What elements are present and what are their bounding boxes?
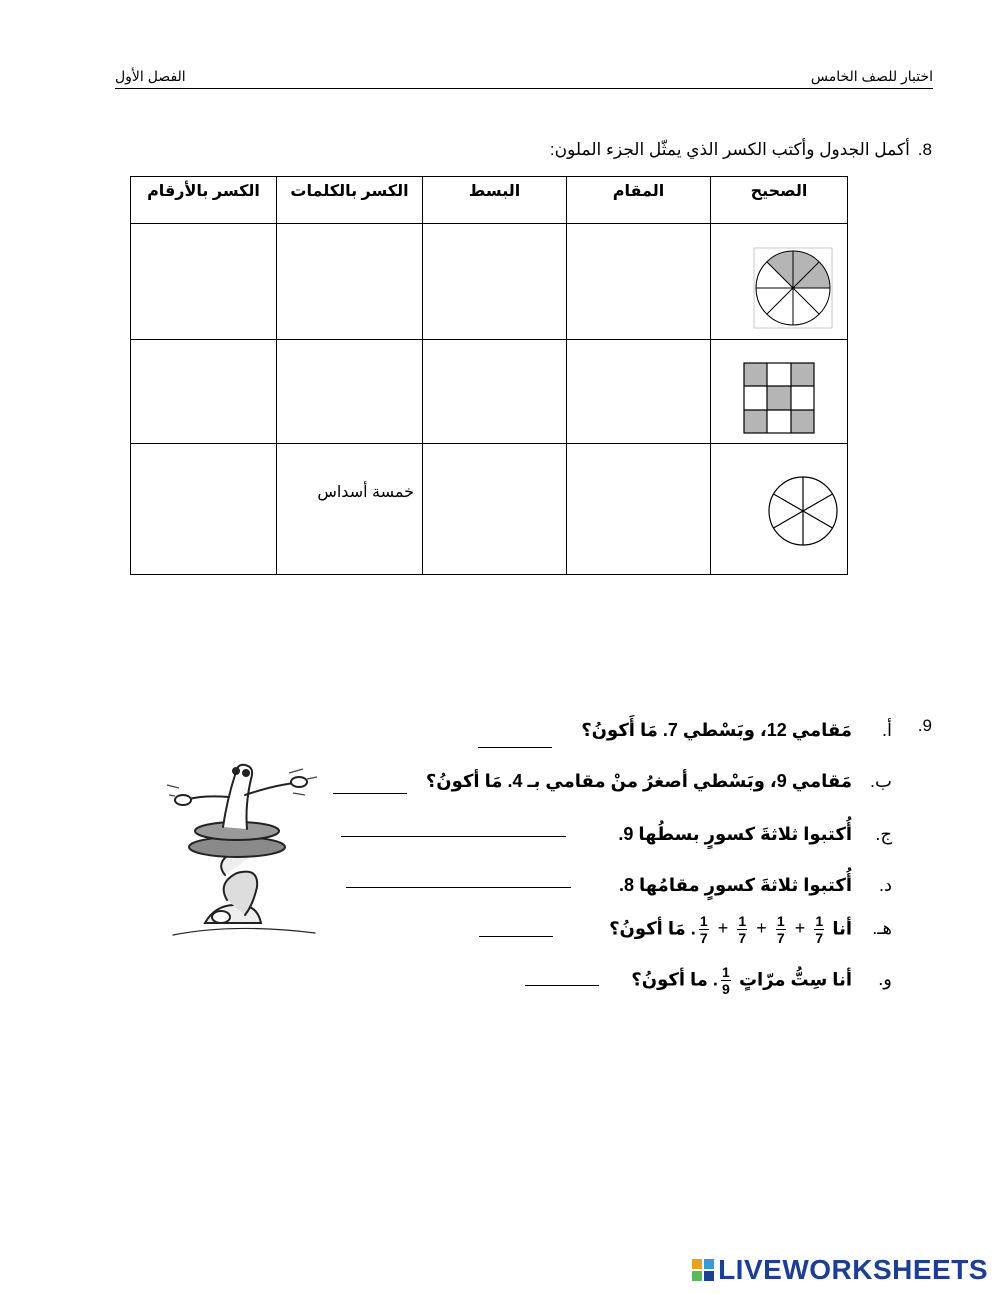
- denominator-input-cell[interactable]: [567, 444, 711, 575]
- denominator-input-cell[interactable]: [567, 224, 711, 340]
- numerator-input-cell[interactable]: [423, 444, 567, 575]
- digits-input-cell[interactable]: [131, 224, 277, 340]
- question-9-number: 9.: [917, 716, 932, 735]
- shape-cell: [711, 444, 848, 575]
- item-text: أُكتبوا ثلاثةَ كسورٍ مقامُها 8.: [619, 875, 852, 895]
- question-8-instruction: [550, 140, 932, 160]
- header-title: اختبار للصف الخامس: [810, 68, 933, 84]
- shape-cell: [711, 340, 848, 444]
- item-label: ج.: [875, 824, 892, 844]
- numerator-input-cell[interactable]: [423, 224, 567, 340]
- table-header-row: [131, 177, 848, 224]
- col-header-denominator: المقام: [567, 177, 711, 224]
- col-header-words: الكسر بالكلمات: [277, 177, 423, 224]
- item-prefix: أنا: [832, 918, 852, 939]
- header-term: الفصل الأول: [115, 68, 186, 84]
- question-8-text: أكمل الجدول وأكتب الكسر الذي يمثّل الجزء الملون:: [549, 140, 910, 159]
- item-label: هـ.: [872, 918, 892, 939]
- item-label: ب.: [870, 771, 892, 791]
- col-header-whole: الصحيح: [711, 177, 848, 224]
- circle-eight-parts-icon: [753, 247, 833, 329]
- item-label: أ.: [881, 720, 892, 740]
- words-input-cell[interactable]: [277, 340, 423, 444]
- answer-blank-d[interactable]: [346, 887, 571, 888]
- question-9-item-c: [618, 824, 892, 845]
- table-row: [131, 340, 848, 444]
- digits-input-cell[interactable]: [131, 340, 277, 444]
- question-8-number: 8.: [917, 140, 932, 159]
- question-9-item-a: [581, 720, 892, 741]
- plus-sign: +: [717, 918, 729, 939]
- page-header: [115, 66, 933, 89]
- liveworksheets-logo: [692, 1254, 988, 1284]
- item-text: مَقامي 12، وبَسْطي 7. مَا أَكونُ؟: [581, 720, 852, 740]
- worm-cartoon-icon: [165, 755, 325, 940]
- denominator-input-cell[interactable]: [567, 340, 711, 444]
- liveworksheets-logo-icon: [692, 1256, 714, 1288]
- item-label: د.: [878, 875, 892, 895]
- col-header-digits: الكسر بالأرقام: [131, 177, 277, 224]
- answer-blank-f[interactable]: [525, 985, 599, 986]
- fraction: $\frac{1}{7}$: [815, 913, 824, 946]
- answer-blank-e[interactable]: [479, 936, 553, 937]
- shape-cell: [711, 224, 848, 340]
- question-9-item-d: [619, 875, 892, 896]
- question-9-item-b: [426, 771, 892, 792]
- fraction: $\frac{1}{7}$: [699, 913, 708, 946]
- table-row: [131, 224, 848, 340]
- answer-blank-c[interactable]: [341, 836, 566, 837]
- words-input-cell[interactable]: [277, 224, 423, 340]
- question-9-item-f: [631, 965, 892, 996]
- logo-text: LIVEWORKSHEETS: [718, 1254, 988, 1285]
- plus-sign: +: [794, 918, 806, 939]
- grid-nine-squares-icon: [743, 362, 815, 434]
- item-suffix: . مَا أكونُ؟: [609, 918, 696, 939]
- item-text: مَقامي 9، وبَسْطي أصغرُ منْ مقامي بـ 4. مَا أكونُ؟: [425, 771, 852, 791]
- fraction: $\frac{1}{7}$: [738, 913, 747, 946]
- words-cell: خمسة أسداس: [277, 444, 423, 575]
- fraction: $\frac{1}{9}$: [722, 964, 730, 997]
- answer-blank-a[interactable]: [478, 747, 552, 748]
- item-text: أُكتبوا ثلاثةَ كسورٍ بسطُها 9.: [618, 824, 852, 844]
- fraction: $\frac{1}{7}$: [776, 913, 785, 946]
- numerator-input-cell[interactable]: [423, 340, 567, 444]
- item-label: و.: [878, 969, 892, 990]
- digits-input-cell[interactable]: [131, 444, 277, 575]
- item-prefix: أنا سِتُّ مرّاتٍ: [738, 969, 852, 990]
- col-header-numerator: البسط: [423, 177, 567, 224]
- item-suffix: . ما أكونُ؟: [631, 969, 718, 990]
- fractions-table: [130, 176, 848, 575]
- answer-blank-b[interactable]: [333, 793, 407, 794]
- question-9-item-e: [609, 914, 892, 945]
- table-row: [131, 444, 848, 575]
- plus-sign: +: [756, 918, 767, 939]
- circle-six-parts-icon: [766, 474, 840, 548]
